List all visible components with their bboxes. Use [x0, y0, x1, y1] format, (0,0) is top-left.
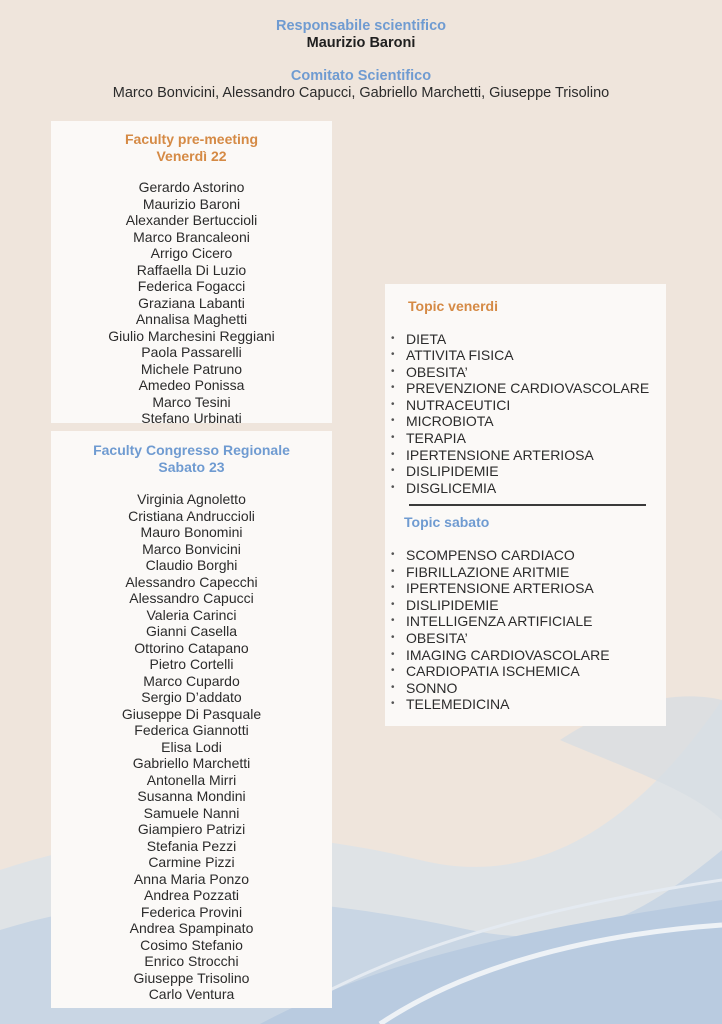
comitato-names: Marco Bonvicini, Alessandro Capucci, Gabriello Marchetti, Giuseppe Trisolino [112, 85, 610, 101]
faculty-name: Gianni Casella [145, 623, 238, 639]
topic-item: • TERAPIA [385, 430, 666, 447]
topic-item: • INTELLIGENZA ARTIFICIALE [385, 613, 666, 630]
topic-item: • DISGLICEMIA [385, 480, 666, 497]
faculty-reg-date: Sabato 23 [158, 458, 225, 475]
faculty-regionale-card [51, 431, 332, 1008]
faculty-name: Raffaella Di Luzio [136, 261, 247, 278]
faculty-reg-list [51, 491, 332, 1003]
topic-item: • ATTIVITA FISICA [385, 347, 666, 364]
topic-item: • MICROBIOTA [385, 413, 666, 430]
faculty-name: Marco Bonvicini [142, 540, 241, 557]
topic-item: • SCOMPENSO CARDIACO [385, 547, 666, 564]
topic-item: • SONNO [385, 680, 666, 697]
faculty-name: Gerardo Astorino [138, 179, 245, 195]
topic-item: • IPERTENSIONE ARTERIOSA [385, 580, 666, 597]
topic-item: • FIBRILLAZIONE ARITMIE [385, 564, 666, 581]
faculty-name: Amedeo Ponissa [138, 377, 245, 393]
faculty-name: Marco Tesini [152, 393, 231, 410]
faculty-reg-title: Faculty Congresso Regionale [93, 442, 290, 458]
faculty-name: Federica Giannotti [134, 722, 249, 738]
faculty-name: Ottorino Catapano [134, 639, 249, 656]
faculty-pre-meeting-card [51, 121, 332, 426]
faculty-name: Anna Maria Ponzo [133, 870, 250, 887]
faculty-name: Enrico Strocchi [144, 953, 239, 969]
faculty-name: Cristiana Andruccioli [128, 507, 255, 524]
faculty-pre-title: Faculty pre-meeting [124, 131, 259, 147]
faculty-name: Cosimo Stefanio [140, 936, 243, 953]
faculty-name: Virginia Agnoletto [137, 491, 246, 507]
faculty-name: Elisa Lodi [161, 738, 222, 755]
faculty-name: Giuseppe Trisolino [133, 969, 250, 986]
faculty-name: Pietro Cortelli [149, 656, 234, 672]
faculty-name: Gabriello Marchetti [132, 755, 251, 771]
faculty-name: Alexander Bertuccioli [125, 212, 258, 228]
faculty-name: Marco Brancaleoni [133, 228, 250, 245]
faculty-name: Alessandro Capecchi [125, 573, 258, 590]
faculty-pre-list [51, 179, 332, 427]
topic-venerdi-title: Topic venerdi [408, 298, 498, 314]
faculty-name: Sergio D’addato [141, 689, 242, 705]
faculty-name: Susanna Mondini [137, 788, 246, 804]
comitato-label: Comitato Scientifico [290, 68, 432, 84]
faculty-name: Giuseppe Di Pasquale [121, 705, 262, 722]
faculty-name: Federica Provini [140, 903, 243, 920]
topic-item: • IMAGING CARDIOVASCOLARE [385, 647, 666, 664]
faculty-pre-date: Venerdì 22 [156, 147, 227, 164]
faculty-name: Alessandro Capucci [129, 590, 254, 606]
faculty-name: Maurizio Baroni [142, 195, 241, 212]
faculty-name: Mauro Bonomini [140, 524, 243, 540]
topic-item: • OBESITA’ [385, 630, 666, 647]
topic-item: • OBESITA’ [385, 364, 666, 381]
topic-item: • DISLIPIDEMIE [385, 463, 666, 480]
topic-sabato-title: Topic sabato [404, 514, 490, 531]
topic-venerdi-list [385, 331, 666, 497]
header [0, 18, 722, 102]
faculty-name: Marco Cupardo [143, 672, 240, 689]
responsabile-name: Maurizio Baroni [306, 35, 416, 51]
faculty-name: Stefano Urbinati [141, 410, 242, 426]
faculty-name: Michele Patruno [140, 360, 243, 377]
faculty-name: Arrigo Cicero [150, 245, 233, 261]
topic-item: • PREVENZIONE CARDIOVASCOLARE [385, 380, 666, 397]
faculty-name: Andrea Pozzati [144, 887, 239, 903]
topic-sabato-list [385, 547, 666, 713]
faculty-name: Giampiero Patrizi [137, 821, 246, 837]
topic-item: • CARDIOPATIA ISCHEMICA [385, 663, 666, 680]
faculty-name: Samuele Nanni [143, 804, 240, 821]
topic-item: • DISLIPIDEMIE [385, 597, 666, 614]
faculty-name: Stefania Pezzi [146, 837, 237, 854]
faculty-name: Graziana Labanti [138, 294, 245, 311]
faculty-name: Carmine Pizzi [148, 854, 235, 870]
faculty-name: Antonella Mirri [146, 771, 237, 788]
topic-divider [409, 504, 646, 506]
responsabile-label: Responsabile scientifico [275, 18, 447, 34]
faculty-name: Claudio Borghi [145, 557, 238, 573]
faculty-name: Federica Fogacci [137, 278, 246, 294]
topics-card [385, 284, 666, 726]
topic-item: • NUTRACEUTICI [385, 397, 666, 414]
faculty-name: Paola Passarelli [141, 344, 242, 360]
topic-item: • IPERTENSIONE ARTERIOSA [385, 447, 666, 464]
faculty-name: Carlo Ventura [148, 986, 235, 1002]
faculty-name: Valeria Carinci [146, 606, 237, 623]
faculty-name: Andrea Spampinato [129, 920, 254, 936]
faculty-name: Giulio Marchesini Reggiani [108, 327, 275, 344]
topic-item: • DIETA [385, 331, 666, 348]
topic-item: • TELEMEDICINA [385, 696, 666, 713]
faculty-name: Annalisa Maghetti [135, 311, 248, 327]
